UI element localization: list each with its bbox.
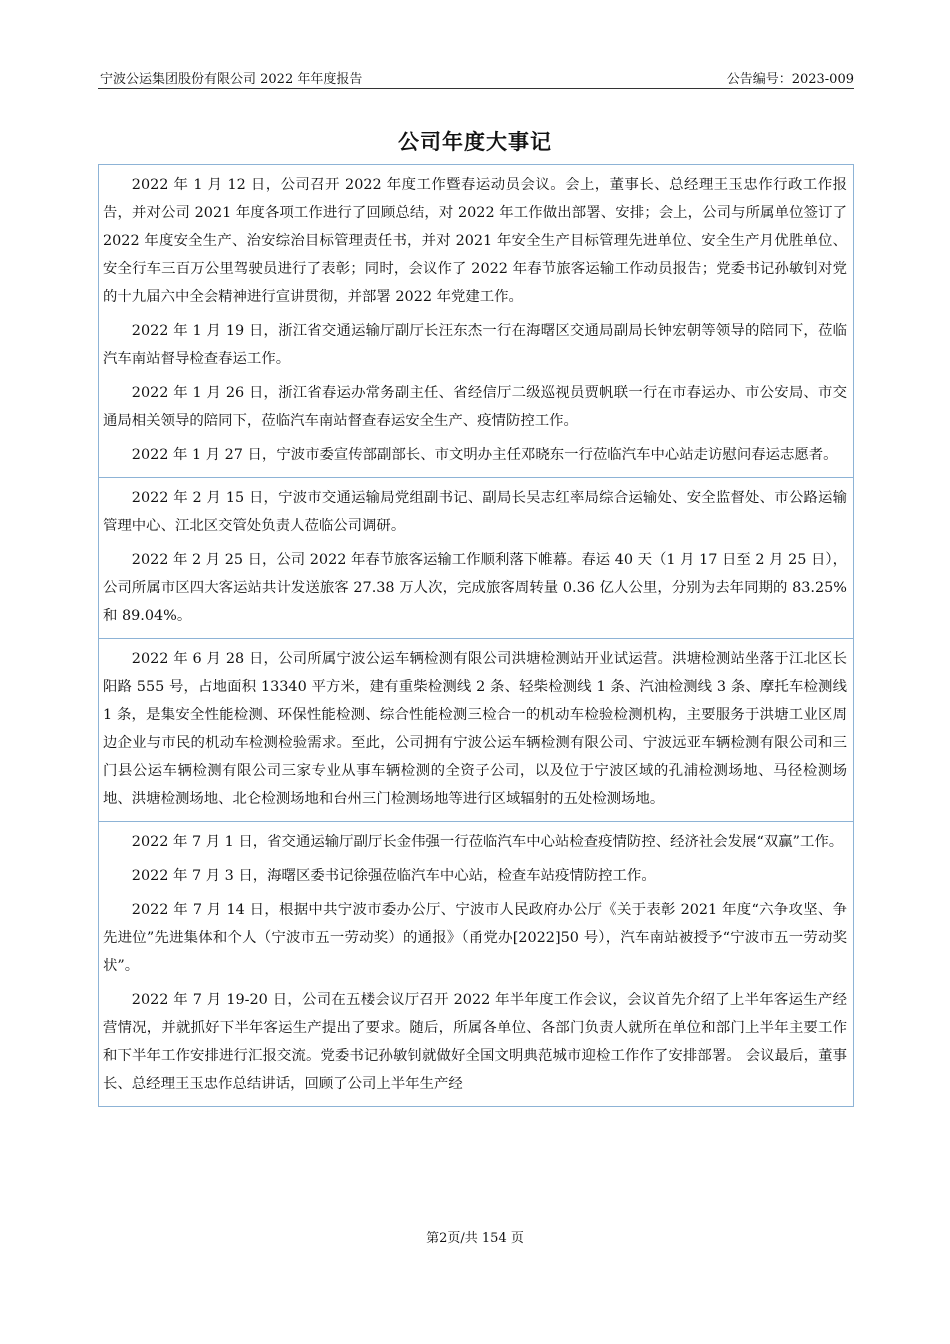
- event-paragraph: 2022 年 1 月 27 日，宁波市委宣传部副部长、市文明办主任邓晓东一行莅临汽车中心站走访慰问春运志愿者。: [131, 447, 838, 463]
- page-number: 第2页/共 154 页: [426, 1231, 524, 1246]
- events-cell-july: [99, 821, 853, 1106]
- event-paragraph: 2022 年 7 月 14 日，根据中共宁波市委办公厅、宁波市人民政府办公厅《关于表彰 2021 年度“六争攻坚、争先进位”先进集体和个人（宁波市五一劳动奖）的通报》（甬党办[2022]50 号），汽车南站被授予“宁波市五一劳动奖状”。: [103, 902, 847, 974]
- event-paragraph: 2022 年 1 月 12 日，公司召开 2022 年度工作暨春运动员会议。会上，董事长、总经理王玉忠作行政工作报告，并对公司 2021 年度各项工作进行了回顾总结，对 2022 年工作做出部署、安排；会上，公司与所属单位签订了 2022 年度安全生产、治安综治目标管理责任书，并对 2021 年安全生产目标管理先进单位、安全生产月优胜单位、安全行车三百万公里驾驶员进行了表彰；同时，会议作了 2022 年春节旅客运输工作动员报告；党委书记孙敏钊对党的十九届六中全会精神进行宣讲贯彻，并部署 2022 年党建工作。: [103, 177, 847, 305]
- event-paragraph: 2022 年 7 月 3 日，海曙区委书记徐强莅临汽车中心站，检查车站疫情防控工作。: [131, 868, 656, 884]
- event-paragraph: 2022 年 2 月 25 日，公司 2022 年春节旅客运输工作顺利落下帷幕。春运 40 天（1 月 17 日至 2 月 25 日），公司所属市区四大客运站共计发送旅客 27.38 万人次，完成旅客周转量 0.36 亿人公里，分别为去年同期的 83.25%和 89.04%。: [103, 552, 847, 624]
- events-cell-june: [99, 638, 853, 821]
- events-table: [98, 164, 854, 1107]
- event-paragraph: 2022 年 7 月 1 日，省交通运输厅副厅长金伟强一行莅临汽车中心站检查疫情防控、经济社会发展“双赢”工作。: [131, 834, 844, 850]
- event-paragraph: 2022 年 6 月 28 日，公司所属宁波公运车辆检测有限公司洪塘检测站开业试运营。洪塘检测站坐落于江北区长阳路 555 号，占地面积 13340 平方米，建有重柴检测线 2 条、轻柴检测线 1 条、汽油检测线 3 条、摩托车检测线 1 条，是集安全性能检测、环保性能检测、综合性能检测三检合一的机动车检验检测机构，主要服务于洪塘工业区周边企业与市民的机动车检测检验需求。至此，公司拥有宁波公运车辆检测有限公司、宁波远亚车辆检测有限公司和三门县公运车辆检测有限公司三家专业从事车辆检测的全资子公司，以及位于宁波区域的孔浦检测场地、马径检测场地、洪塘检测场地、北仑检测场地和台州三门检测场地等进行区域辐射的五处检测场地。: [103, 651, 847, 807]
- event-paragraph: 2022 年 1 月 19 日，浙江省交通运输厅副厅长汪东杰一行在海曙区交通局副局长钟宏朝等领导的陪同下，莅临汽车南站督导检查春运工作。: [103, 323, 847, 367]
- event-paragraph: 2022 年 1 月 26 日，浙江省春运办常务副主任、省经信厅二级巡视员贾帆联一行在市春运办、市公安局、市交通局相关领导的陪同下，莅临汽车南站督查春运安全生产、疫情防控工作。: [103, 385, 847, 429]
- event-paragraph: 2022 年 2 月 15 日，宁波市交通运输局党组副书记、副局长吴志红率局综合运输处、安全监督处、市公路运输管理中心、江北区交管处负责人莅临公司调研。: [103, 490, 847, 534]
- header-announcement-number: 公告编号：2023-009: [726, 72, 854, 87]
- event-paragraph: 2022 年 7 月 19-20 日，公司在五楼会议厅召开 2022 年半年度工作会议，会议首先介绍了上半年客运生产经营情况，并就抓好下半年客运生产提出了要求。随后，所属各单位、各部门负责人就所在单位和部门上半年主要工作和下半年工作安排进行汇报交流。党委书记孙敏钊就做好全国文明典范城市迎检工作作了安排部署。 会议最后，董事长、总经理王玉忠作总结讲话，回顾了公司上半年生产经: [103, 992, 847, 1092]
- header-report-title: 宁波公运集团股份有限公司 2022 年年度报告: [100, 72, 363, 87]
- events-cell-february: [99, 477, 853, 638]
- page-header: [98, 66, 854, 89]
- events-cell-january: [99, 165, 853, 477]
- page-title: 公司年度大事记: [398, 130, 552, 154]
